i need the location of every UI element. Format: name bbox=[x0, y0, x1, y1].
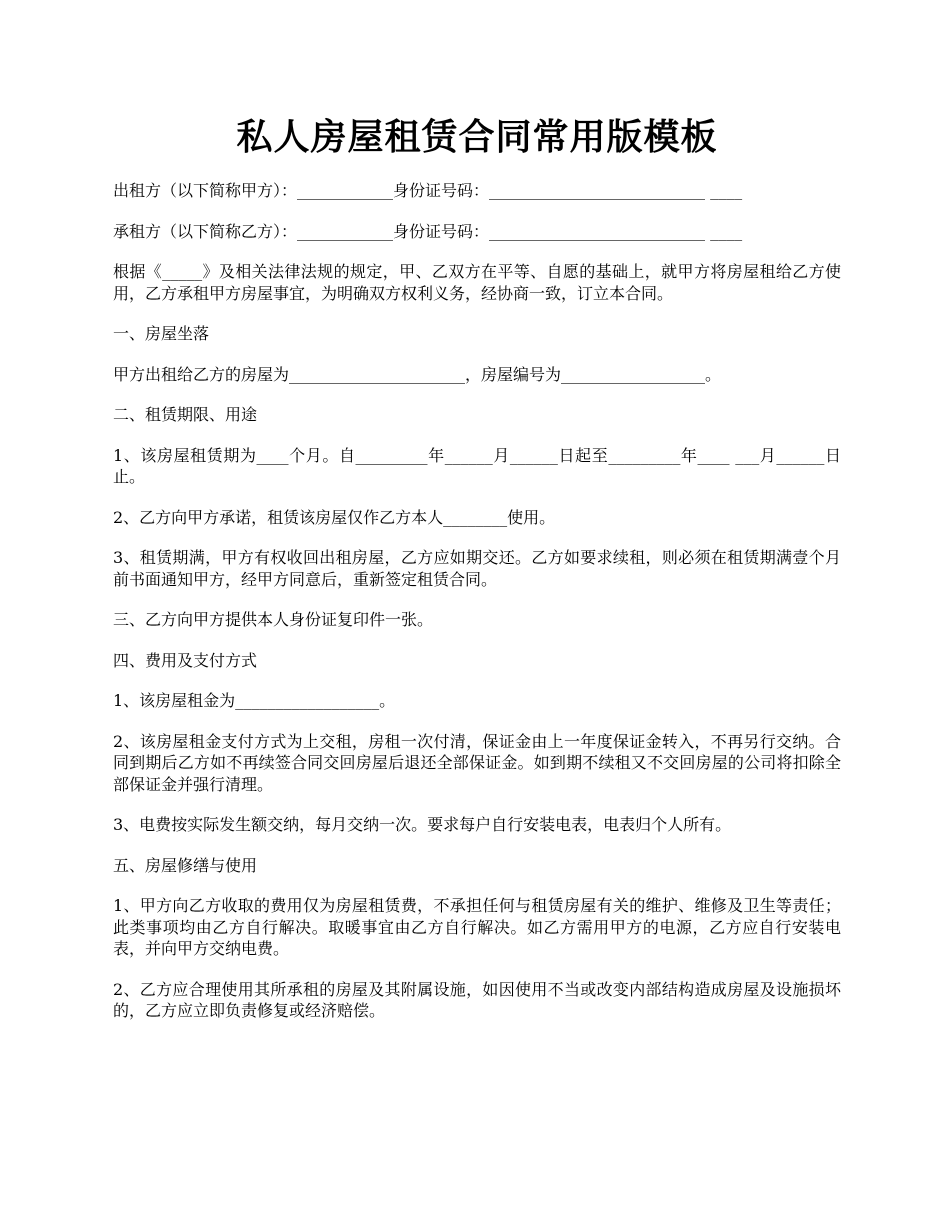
section-heading-id-copy: 三、乙方向甲方提供本人身份证复印件一张。 bbox=[113, 610, 434, 629]
section-heading-location: 一、房屋坐落 bbox=[113, 324, 210, 343]
location-paragraph: 甲方出租给乙方的房屋为______________________，房屋编号为__________________。 bbox=[113, 364, 722, 384]
term-clause-3: 3、租赁期满，甲方有权收回出租房屋，乙方应如期交还。乙方如要求续租，则必须在租赁期满壹个月前书面通知甲方，经甲方同意后，重新签定租赁合同。 bbox=[113, 548, 841, 589]
payment-clause-3: 3、电费按实际发生额交纳，每月交纳一次。要求每户自行安装电表，电表归个人所有。 bbox=[113, 815, 732, 834]
payment-clause-1: 1、该房屋租金为__________________。 bbox=[113, 691, 396, 710]
preamble-paragraph: 根据《_____》及相关法律法规的规定，甲、乙双方在平等、自愿的基础上，就甲方将房屋租给乙方使用，乙方承租甲方房屋事宜，为明确双方权利义务，经协商一致，订立本合同。 bbox=[113, 262, 841, 303]
term-clause-2: 2、乙方向甲方承诺，租赁该房屋仅作乙方本人________使用。 bbox=[113, 507, 556, 527]
document-title: 私人房屋租赁合同常用版模板 bbox=[236, 116, 718, 158]
repair-clause-1: 1、甲方向乙方收取的费用仅为房屋租赁费，不承担任何与租赁房屋有关的维护、维修及卫生等责任；此类事项均由乙方自行解决。取暖事宜由乙方自行解决。如乙方需用甲方的电源，乙方应自行安装电表，并向甲方交纳电费。 bbox=[113, 896, 841, 958]
section-heading-repair: 五、房屋修缮与使用 bbox=[113, 855, 258, 875]
payment-clause-2: 2、该房屋租金支付方式为上交租，房租一次付清，保证金由上一年度保证金转入，不再另行交纳。合同到期后乙方如不再续签合同交回房屋后退还全部保证金。如到期不续租又不交回房屋的公司将扣除全部保证金并强行清理。 bbox=[113, 731, 841, 794]
lessor-line: 出租方（以下简称甲方）：____________身份证号码：___________________________ ____ bbox=[113, 181, 743, 200]
lessee-line: 承租方（以下简称乙方）：____________身份证号码：___________________________ ____ bbox=[113, 221, 743, 241]
document-page bbox=[113, 112, 841, 1041]
section-heading-term: 二、租赁期限、用途 bbox=[113, 405, 258, 424]
term-clause-1: 1、该房屋租赁期为____个月。自_________年______月______日起至_________年____ ___月______日止。 bbox=[113, 445, 841, 486]
repair-clause-2: 2、乙方应合理使用其所承租的房屋及其附属设施，如因使用不当或改变内部结构造成房屋及设施损坏的，乙方应立即负责修复或经济赔偿。 bbox=[113, 979, 841, 1020]
section-heading-payment: 四、费用及支付方式 bbox=[113, 650, 258, 670]
